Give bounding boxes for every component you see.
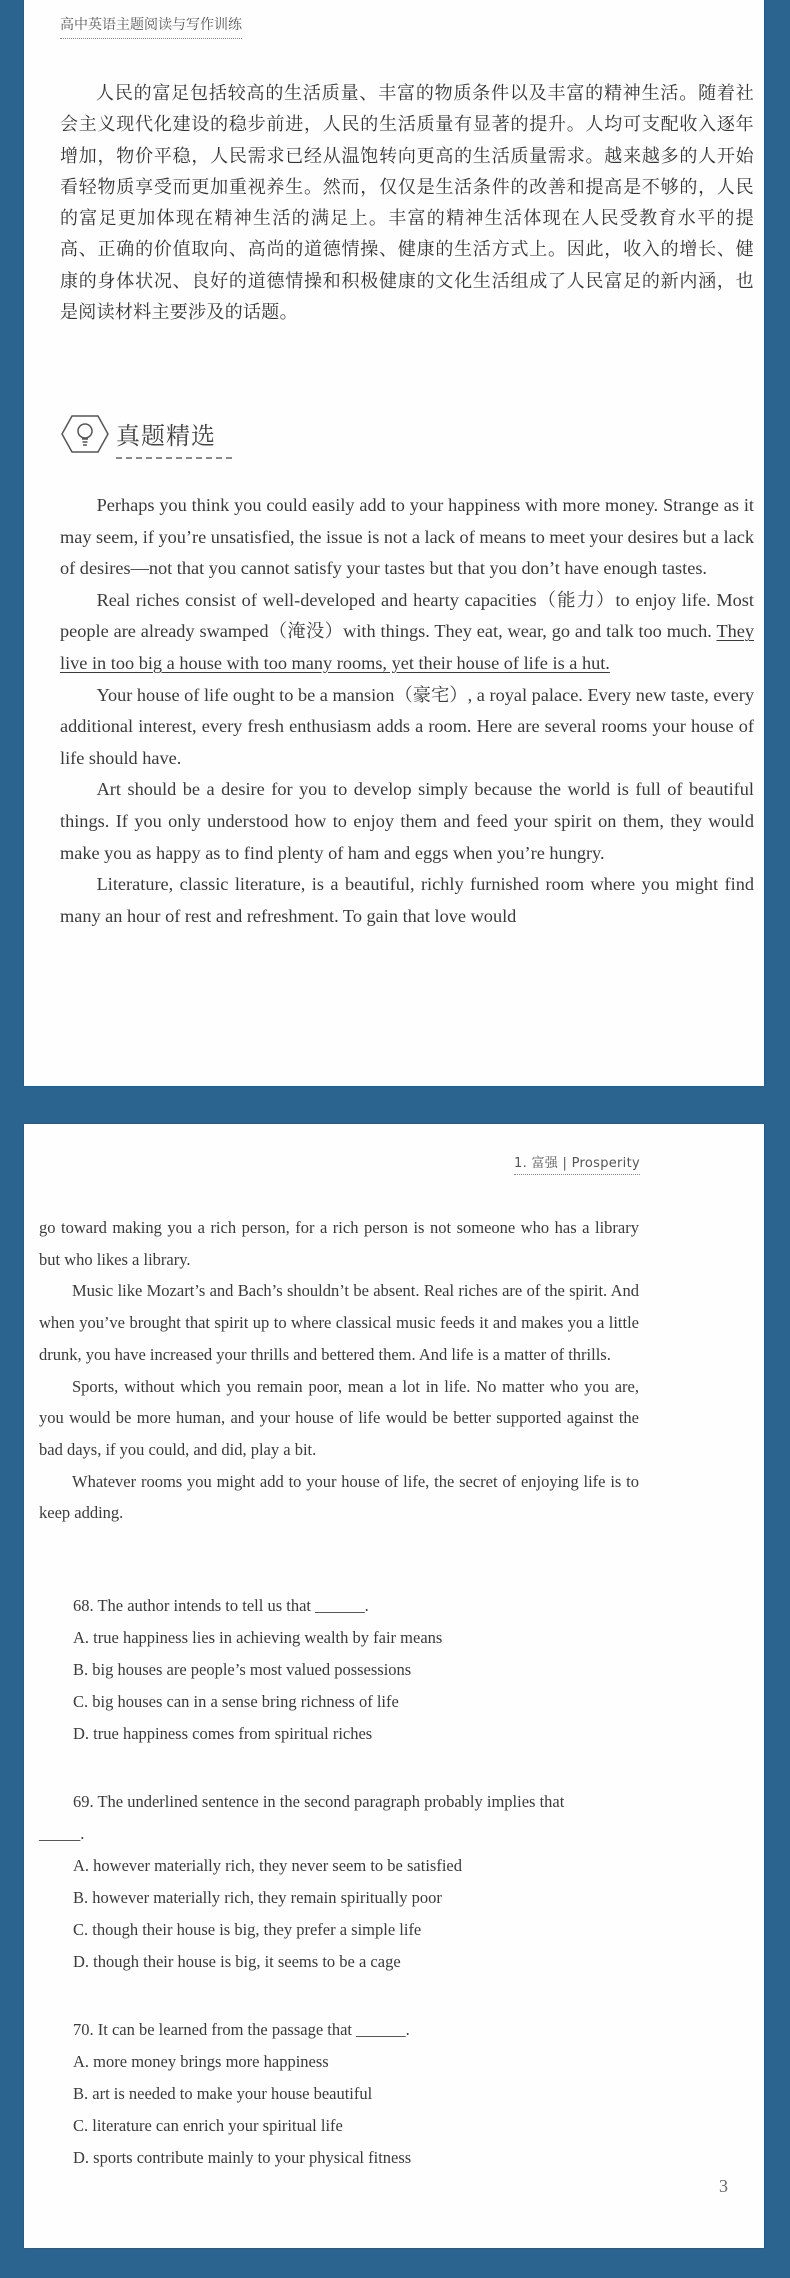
passage-paragraph: Whatever rooms you might add to your house of life, the secret of enjoying life is to keep adding. — [39, 1471, 639, 1523]
question-68 — [39, 1590, 639, 1750]
reading-passage-part2 — [39, 1212, 639, 1529]
page-number: 3 — [719, 2176, 728, 2196]
question-stem: 70. It can be learned from the passage that ______. — [73, 2020, 410, 2039]
chinese-intro-paragraph: 人民的富足包括较高的生活质量、丰富的物质条件以及丰富的精神生活。随着社会主义现代化建设的稳步前进，人民的生活质量有显著的提升。人均可支配收入逐年增加，物价平稳，人民需求已经从温饱转向更高的生活质量需求。越来越多的人开始看轻物质享受而更加重视养生。然而，仅仅是生活条件的改善和提高是不够的，人民的富足更加体现在精神生活的满足上。丰富的精神生活体现在人民受教育水平的提高、正确的价值取向、高尚的道德情操、健康的生活方式上。因此，收入的增长、健康的身体状况、良好的道德情操和积极健康的文化生活组成了人民富足的新内涵，也是阅读材料主要涉及的话题。 — [60, 83, 754, 324]
passage-paragraph: go toward making you a rich person, for a rich person is not someone who has a library but who likes a library. — [39, 1218, 639, 1269]
passage-paragraph: Sports, without which you remain poor, mean a lot in life. No matter who you are, you would be more human, and your house of life would be better supported against the bad days, if you could, and did, play a bit. — [39, 1376, 639, 1459]
option-a: A. more money brings more happiness — [73, 2052, 329, 2071]
option-b: B. big houses are people’s most valued possessions — [73, 1660, 412, 1679]
option-c: C. literature can enrich your spiritual life — [73, 2116, 343, 2135]
running-header: 高中英语主题阅读与写作训练 — [60, 14, 242, 39]
option-d: D. though their house is big, it seems to be a cage — [73, 1952, 401, 1971]
book-page-right — [24, 1124, 764, 2248]
option-d: D. true happiness comes from spiritual riches — [73, 1724, 373, 1743]
question-stem: 69. The underlined sentence in the second paragraph probably implies that — [73, 1792, 565, 1811]
option-a: A. true happiness lies in achieving wealth by fair means — [73, 1628, 443, 1647]
running-header: 1. 富强 | Prosperity — [514, 1152, 640, 1175]
underlined-sentence: They live in too big a house with too many rooms, yet their house of life is a hut. — [60, 621, 754, 673]
option-c: C. big houses can in a sense bring richness of life — [73, 1692, 399, 1711]
option-b: B. however materially rich, they remain spiritually poor — [73, 1888, 442, 1907]
section-heading — [60, 410, 290, 454]
lightbulb-icon — [60, 414, 110, 454]
option-d: D. sports contribute mainly to your physical fitness — [73, 2148, 412, 2167]
book-page-left — [24, 0, 764, 1086]
passage-paragraph: Your house of life ought to be a mansion（豪宅）, a royal palace. Every new taste, every additional interest, every fresh enthusiasm adds a room. Here are several rooms your house of life should have. — [60, 684, 754, 768]
paragraph-text: Real riches consist of well-developed and hearty capacities（能力）to enjoy life. Most people are already swamped（淹没）with things. They eat, wear, go and talk too much. — [60, 589, 754, 642]
option-a: A. however materially rich, they never seem to be satisfied — [73, 1856, 462, 1875]
question-stem: 68. The author intends to tell us that ______. — [73, 1596, 369, 1615]
option-b: B. art is needed to make your house beautiful — [73, 2084, 373, 2103]
passage-paragraph — [60, 585, 754, 680]
passage-paragraph: Art should be a desire for you to develop simply because the world is full of beautiful things. If you only understood how to enjoy them and feed your spirit on them, they would make you as happy as to find plenty of ham and eggs when you’re hungry. — [60, 779, 754, 863]
question-69 — [39, 1786, 639, 1978]
passage-paragraph: Perhaps you think you could easily add to your happiness with more money. Strange as it may seem, if you’re unsatisfied, the issue is not a lack of means to meet your desires but a lack of desires—not that you cannot satisfy your tastes but that you don’t have enough tastes. — [60, 495, 754, 579]
question-70 — [39, 2014, 639, 2174]
reading-passage-part1 — [60, 490, 754, 932]
passage-paragraph: Literature, classic literature, is a beautiful, richly furnished room where you might find many an hour of rest and refreshment. To gain that love would — [60, 874, 754, 926]
section-title: 真题精选 — [116, 416, 232, 459]
option-c: C. though their house is big, they prefer a simple life — [73, 1920, 422, 1939]
passage-paragraph: Music like Mozart’s and Bach’s shouldn’t be absent. Real riches are of the spirit. And when you’ve brought that spirit up to where classical music feeds it and makes you a little drunk, you have increased your thrills and bettered them. And life is a matter of thrills. — [39, 1281, 639, 1364]
question-stem-blank: _____. — [39, 1824, 85, 1843]
